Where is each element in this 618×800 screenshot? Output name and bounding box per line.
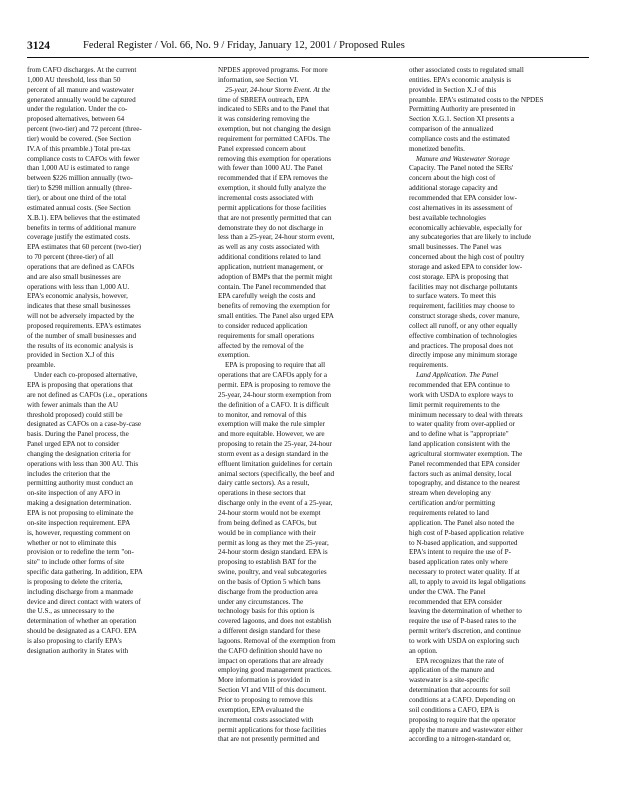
text-line: determination that accounts for soil: [409, 686, 511, 695]
text-line: requirements related to land: [409, 508, 489, 517]
text-line: wastewater is a site-specific: [409, 676, 489, 685]
text-line: all, to apply to avoid its legal obligations: [409, 577, 526, 586]
text-line: leaving the determination of whether to: [409, 607, 522, 616]
text-line: application of the manure and: [409, 666, 495, 675]
text-line: work with USDA to explore ways to: [409, 390, 514, 399]
text-line: recommended that EPA consider: [409, 597, 503, 606]
text-line: affected by the removal of the: [218, 341, 304, 350]
text-line: to consider reduced application: [218, 321, 308, 330]
text-line: operations that are CAFOs apply for a: [218, 371, 328, 380]
text-line: and are also small businesses are: [27, 272, 121, 281]
text-line: necessary to protect water quality. If at: [409, 568, 520, 577]
text-line: EPA is not proposing to eliminate the: [27, 508, 134, 517]
text-line: Panel expressed concern about: [218, 144, 306, 153]
text-line: the U.S., as unnecessary to the: [27, 607, 115, 616]
text-line: 24-hour storm design standard. EPA is: [218, 548, 328, 557]
text-line: to work with USDA on exploring such: [409, 636, 520, 645]
page-header: [27, 40, 589, 54]
text-line: other associated costs to regulated small: [409, 66, 524, 74]
text-line: NPDES approved programs. For more: [218, 66, 328, 74]
text-line: apply the manure and wastewater either: [409, 725, 523, 734]
text-line: would be in compliance with their: [218, 528, 316, 537]
text-line: concern about the high cost of: [409, 174, 496, 183]
running-title: Federal Register / Vol. 66, No. 9 / Friday, January 12, 2001 / Proposed Rules: [83, 40, 405, 51]
text-line: minimum necessary to deal with threats: [409, 410, 523, 419]
text-line: requirements.: [409, 361, 449, 370]
text-line: information, see Section VI.: [218, 75, 299, 84]
text-line: incremental costs associated with: [218, 193, 314, 202]
text-line: requirement for permitted CAFOs. The: [218, 134, 330, 143]
text-line: application. The Panel also noted the: [409, 518, 515, 527]
text-line: on-site inspection requirement. EPA: [27, 518, 131, 527]
header-rule: [27, 57, 589, 58]
text-line: EPA's economic analysis, however,: [27, 292, 128, 301]
text-line: an option.: [409, 646, 438, 655]
text-line: includes the criterion that the: [27, 469, 111, 478]
text-line: IV.A of this preamble.) Total pre-tax: [27, 144, 131, 153]
text-line: that are not presently permitted that can: [218, 213, 332, 222]
text-line: between $226 million annually (two-: [27, 174, 133, 183]
text-line: best available technologies: [409, 213, 486, 222]
text-line: EPA estimates that 60 percent (two-tier): [27, 243, 142, 252]
text-line: additional storage capacity and: [409, 184, 498, 193]
text-line: estimated annual costs. (See Section: [27, 203, 131, 212]
text-line: compliance costs and the estimated: [409, 134, 510, 143]
text-line: 1,000 AU threshold, less than 50: [27, 75, 121, 84]
text-line: device and direct contact with waters of: [27, 597, 141, 606]
text-line: collect all runoff, or any other equally: [409, 321, 518, 330]
text-line: proposed requirements. EPA's estimates: [27, 321, 142, 330]
text-line: under the CWA. The Panel: [409, 587, 486, 596]
text-line: to surface waters. To meet this: [409, 292, 497, 301]
text-line: as well as any costs associated with: [218, 243, 320, 252]
text-line: Section X.G.1. Section XI presents a: [409, 115, 515, 124]
text-line: provided in Section X.J of this: [409, 85, 497, 94]
text-line: will not be adversely impacted by the: [27, 312, 135, 321]
text-line: cost storage. EPA is proposing that: [409, 272, 509, 281]
text-line: should be designated as a CAFO. EPA: [27, 627, 137, 636]
text-line: 25-year, 24-hour storm exemption from: [218, 390, 332, 399]
text-line: requirement, facilities may choose to: [409, 302, 515, 311]
text-line: EPA recognizes that the rate of: [416, 656, 504, 665]
text-line: proposing to establish BAT for the: [218, 558, 317, 567]
text-line: including discharge from a manmade: [27, 587, 134, 596]
page-number: 3124: [27, 40, 50, 52]
text-line: proposed alternatives, between 64: [27, 115, 125, 124]
text-line: according to a nitrogen-standard or,: [409, 735, 511, 744]
text-line: Prior to proposing to remove this: [218, 696, 313, 704]
text-line: technology basis for this option is: [218, 607, 315, 616]
text-line: percent of all manure and wastewater: [27, 85, 134, 94]
text-line: tier) to $298 million annually (three-: [27, 184, 132, 193]
text-column-1: [27, 66, 209, 771]
text-line: land application consistent with the: [409, 440, 511, 449]
text-line: directly impose any minimum storage: [409, 351, 518, 360]
text-line: employing good management practices.: [218, 666, 332, 675]
text-column-3: [409, 66, 591, 771]
text-line: preamble. EPA's estimated costs to the NPDES: [409, 95, 544, 104]
text-line: stream when developing any: [409, 489, 491, 498]
text-line: demonstrate they do not discharge in: [218, 223, 324, 232]
text-line: benefits of removing the exemption for: [218, 302, 331, 311]
text-line: economically achievable, especially for: [409, 223, 523, 232]
text-line: conditions at a CAFO. Depending on: [409, 696, 516, 704]
text-line: topography, and distance to the nearest: [409, 479, 520, 488]
text-line: small entities. The Panel also urged EPA: [218, 312, 334, 321]
text-line: indicated to SERs and to the Panel that: [218, 105, 330, 114]
text-line: recommended that EPA consider low-: [409, 193, 518, 202]
text-line: additional conditions related to land: [218, 253, 321, 262]
text-line: EPA carefully weigh the costs and: [218, 292, 316, 301]
text-line: impact on operations that are already: [218, 656, 324, 665]
text-line: factors such as animal density, local: [409, 469, 512, 478]
text-line: benefits in terms of additional manure: [27, 223, 136, 232]
text-line: soil conditions a CAFO, EPA is: [409, 705, 500, 714]
text-line: small businesses. The Panel was: [409, 243, 502, 252]
text-line: Panel urged EPA not to consider: [27, 440, 120, 449]
text-line: with fewer animals than the AU: [27, 400, 119, 409]
text-line: that are not presently permitted and: [218, 735, 320, 744]
text-line: it was considering removing the: [218, 115, 310, 124]
text-line: proposing to retain the 25-year, 24-hour: [218, 440, 332, 449]
text-line: permit as long as they met the 25-year,: [218, 538, 329, 547]
text-line: discharge only in the event of a 25-year,: [218, 499, 333, 508]
text-line: based application rates only where: [409, 558, 508, 567]
text-line: tier) would be covered. (See Section: [27, 134, 131, 143]
text-line: tier), or about one third of the total: [27, 193, 127, 202]
text-line: to monitor, and removal of this: [218, 410, 307, 419]
text-line: entities. EPA's economic analysis is: [409, 75, 511, 84]
text-line: Under each co-proposed alternative,: [34, 371, 138, 380]
text-line: application, nutrient management, or: [218, 262, 324, 271]
text-line: EPA is proposing that operations that: [27, 381, 133, 389]
text-line: preamble.: [27, 361, 56, 370]
text-line: exemption, EPA evaluated the: [218, 705, 304, 714]
text-line: whether or not to eliminate this: [27, 538, 117, 547]
text-line: incremental costs associated with: [218, 715, 314, 724]
text-line: time of SBREFA outreach, EPA: [218, 95, 310, 104]
text-line: EPA is proposing to require that all: [225, 361, 326, 370]
text-line: and practices. The proposal does not: [409, 341, 514, 350]
text-line: operations that are defined as CAFOs: [27, 262, 135, 271]
text-line: Panel recommended that EPA consider: [409, 459, 520, 468]
text-line: are not defined as CAFOs (i.e., operations: [27, 390, 148, 399]
text-line: and more equitable. However, we are: [218, 430, 325, 439]
text-line: Manure and Wastewater Storage: [416, 154, 510, 163]
text-line: a different design standard for these: [218, 627, 321, 636]
text-line: dairy cattle sectors). As a result,: [218, 479, 310, 488]
text-line: compliance costs to CAFOs with fewer: [27, 154, 140, 163]
text-line: proposing to require that the operator: [409, 715, 516, 724]
text-line: and to define what is "appropriate": [409, 430, 509, 439]
text-line: Permitting Authority are presented in: [409, 105, 516, 114]
text-line: comparison of the annualized: [409, 125, 494, 134]
text-line: permit applications for those facilities: [218, 203, 327, 212]
text-line: permitting authority must conduct an: [27, 479, 133, 488]
text-line: under the regulation. Under the co-: [27, 105, 128, 114]
text-line: operations in these sectors that: [218, 489, 306, 498]
text-line: certification and/or permitting: [409, 499, 496, 508]
text-line: EPA's intent to require the use of P-: [409, 548, 511, 557]
text-line: from CAFO discharges. At the current: [27, 66, 137, 74]
text-line: exemption, but not changing the design: [218, 125, 331, 134]
text-line: less than a 25-year, 24-hour storm event,: [218, 233, 335, 242]
text-line: Section VI and VIII of this document.: [218, 686, 327, 695]
text-line: Land Application. The Panel: [416, 371, 499, 380]
text-line: 25-year, 24-hour Storm Event. At the: [225, 85, 331, 94]
text-line: threshold proposed) could still be: [27, 410, 123, 419]
text-line: coverage justify the estimated costs.: [27, 233, 131, 242]
text-line: designated as CAFOs on a case-by-case: [27, 420, 142, 429]
text-line: permit. EPA is proposing to remove the: [218, 381, 331, 389]
text-line: recommended that EPA continue to: [409, 381, 510, 389]
text-line: than 1,000 AU is estimated to range: [27, 164, 130, 173]
text-line: on the basis of Option 5 which bans: [218, 577, 321, 586]
text-line: permit writer's discretion, and continue: [409, 627, 521, 636]
text-line: of the number of small businesses and: [27, 331, 137, 340]
text-line: provision or to redefine the term "on-: [27, 548, 134, 557]
text-line: X.B.1). EPA believes that the estimated: [27, 213, 140, 222]
text-line: specific data gathering. In addition, EPA: [27, 568, 143, 577]
text-line: adoption of BMPs that the permit might: [218, 272, 333, 281]
text-line: swine, poultry, and veal subcategories: [218, 568, 327, 577]
text-line: is proposing to delete the criteria,: [27, 577, 123, 586]
text-line: designation authority in States with: [27, 646, 129, 655]
text-line: permit applications for those facilities: [218, 725, 327, 734]
text-line: More information is provided in: [218, 676, 311, 685]
text-line: with fewer than 1000 AU. The Panel: [218, 164, 323, 173]
text-line: percent (two-tier) and 72 percent (three-: [27, 125, 142, 134]
text-line: high cost of P-based application relative: [409, 528, 524, 537]
text-line: making a designation determination.: [27, 499, 132, 508]
text-line: provided in Section X.J of this: [27, 351, 115, 360]
text-line: require the use of P-based rates to the: [409, 617, 517, 626]
text-line: animal sectors (specifically, the beef and: [218, 469, 335, 478]
text-line: generated annually would be captured: [27, 95, 136, 104]
text-line: agricultural stormwater exemption. The: [409, 449, 523, 458]
text-line: effective combination of technologies: [409, 331, 517, 340]
text-line: to water quality from over-applied or: [409, 420, 515, 429]
text-line: on-site inspection of any AFO in: [27, 489, 121, 498]
text-line: from being defined as CAFOs, but: [218, 518, 317, 527]
text-line: removing this exemption for operations: [218, 154, 332, 163]
text-line: to 70 percent (three-tier) of all: [27, 253, 114, 262]
text-line: storm event as a design standard in the: [218, 449, 329, 458]
text-line: limit permit requirements to the: [409, 400, 500, 409]
text-line: is, however, requesting comment on: [27, 528, 131, 537]
text-line: concerned about the high cost of poultry: [409, 253, 525, 262]
text-line: Capacity. The Panel noted the SERs': [409, 164, 514, 173]
text-line: indicates that these small businesses: [27, 302, 131, 311]
text-line: covered lagoons, and does not establish: [218, 617, 332, 626]
text-line: site" to include other forms of site: [27, 558, 125, 567]
text-line: facilities may not discharge pollutants: [409, 282, 518, 291]
text-line: discharge from the production area: [218, 587, 318, 596]
text-line: operations with less than 300 AU. This: [27, 459, 139, 468]
text-line: to N-based application, and supported: [409, 538, 518, 547]
text-line: operations with less than 1,000 AU.: [27, 282, 130, 291]
text-line: the CAFO definition should have no: [218, 646, 323, 655]
text-line: any subcategories that are likely to include: [409, 233, 532, 242]
text-line: changing the designation criteria for: [27, 449, 131, 458]
text-line: is also proposing to clarify EPA's: [27, 636, 122, 645]
text-line: cost alternatives in its assessment of: [409, 203, 513, 212]
text-line: lagoons. Removal of the exemption from: [218, 636, 336, 645]
text-line: recommended that if EPA removes the: [218, 174, 328, 183]
text-line: basis. During the Panel process, the: [27, 430, 129, 439]
text-line: requirements for small operations: [218, 331, 315, 340]
text-line: the definition of a CAFO. It is difficult: [218, 400, 329, 409]
text-line: exemption.: [218, 351, 250, 360]
text-line: effluent limitation guidelines for certain: [218, 459, 333, 468]
text-line: exemption will make the rule simpler: [218, 420, 325, 429]
text-line: exemption, it should fully analyze the: [218, 184, 326, 193]
text-line: monetized benefits.: [409, 144, 465, 153]
text-line: storage and asked EPA to consider low-: [409, 262, 523, 271]
text-column-2: [218, 66, 400, 771]
text-line: the results of its economic analysis is: [27, 341, 134, 350]
text-line: 24-hour storm would not be exempt: [218, 508, 321, 517]
text-line: contain. The Panel recommended that: [218, 282, 326, 291]
text-line: construct storage sheds, cover manure,: [409, 312, 520, 321]
text-line: under any circumstances. The: [218, 597, 304, 606]
text-line: determination of whether an operation: [27, 617, 137, 626]
